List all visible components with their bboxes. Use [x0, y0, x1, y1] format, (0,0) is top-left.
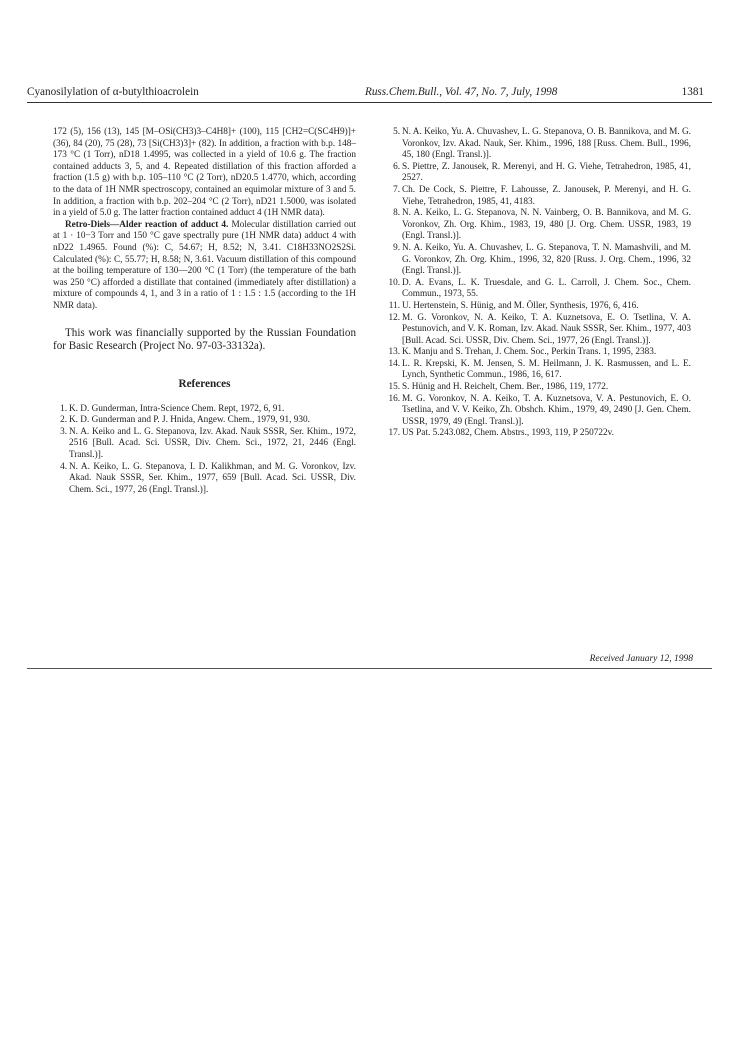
- reference-item: [53, 462, 356, 497]
- experimental-continuation: 172 (5), 156 (13), 145 [M–OSi(CH3)3–C4H8]+ (100), 115 [CH2=C(SC4H9)]+ (36), 84 (20), 75 (28), 73 [Si(CH3)3]+ (82). In addition, a fraction with b.p. 148–173 °C (1 Torr), nD18 1.4995, was collected in a yield of 10.6 g. The fraction contained adducts 3, 5, and 4. Repeated distillation of this fraction afforded a fraction (1.5 g) with b.p. 105–110 °C (2 Torr), nD20.5 1.4770, which, according to the data of 1H NMR spectroscopy, contained an equimolar mixture of 3 and 5. In addition, a fraction with b.p. 202–204 °C (2 Torr), nD21 1.5000, was isolated in a yield of 5.0 g. The latter fraction contained adduct 4 (1H NMR data).: [53, 127, 356, 219]
- reference-text: M. G. Voronkov, N. A. Keiko, T. A. Kuznetsova, V. A. Pestunovich, E. O. Tsetlina, and V. V. Keiko, Zh. Obshch. Khim., 1979, 49, 2490 [J. Gen. Chem. USSR, 1979, 49 (Engl. Transl.)].: [402, 393, 691, 427]
- reference-item: [386, 127, 691, 162]
- reference-text: US Pat. 5.243.082, Chem. Abstrs., 1993, 119, P 250722v.: [402, 428, 614, 439]
- reference-number: 16 .: [386, 394, 400, 406]
- reference-number: 15 .: [386, 382, 400, 394]
- reference-text: K. D. Gunderman, Intra-Science Chem. Rept, 1972, 6, 91.: [69, 403, 285, 414]
- reference-text: U. Hertenstein, S. Hünig, and M. Öller, Synthesis, 1976, 6, 416.: [402, 300, 639, 311]
- reference-item: [386, 394, 691, 429]
- left-column: [53, 127, 356, 496]
- reference-number: 17 .: [386, 428, 400, 440]
- bottom-rule: [27, 668, 712, 669]
- references-list-right: [386, 127, 691, 440]
- received-date: Received January 12, 1998: [589, 654, 693, 664]
- reference-item: [386, 359, 691, 382]
- reference-text: M. G. Voronkov, N. A. Keiko, T. A. Kuznetsova, E. O. Tsetlina, V. A. Pestunovich, and V. K. Roman, Izv. Akad. Nauk SSSR, Ser. Khim., 1977, 403 [Bull. Acad. Sci. USSR, Div. Chem. Sci., 1977, 26 (Engl. Transl.)].: [402, 312, 691, 346]
- reference-item: [386, 313, 691, 348]
- reference-item: [53, 415, 356, 427]
- reference-text: N. A. Keiko and L. G. Stepanova, Izv. Akad. Nauk SSSR, Ser. Khim., 1972, 2516 [Bull. Acad. Sci. USSR, Div. Chem. Sci., 1972, 21, 2446 (Engl. Transl.)].: [69, 426, 356, 461]
- page-number: 1381: [681, 86, 704, 98]
- references-list-left: [53, 404, 356, 497]
- reference-item: [386, 243, 691, 278]
- reference-number: 3 .: [53, 427, 67, 439]
- reference-number: 9 .: [386, 243, 400, 255]
- reference-number: 14 .: [386, 359, 400, 371]
- reference-item: [386, 162, 691, 185]
- reference-number: 12 .: [386, 313, 400, 325]
- reference-number: 6 .: [386, 162, 400, 174]
- reference-number: 1 .: [53, 404, 67, 416]
- reference-number: 8 .: [386, 208, 400, 220]
- retro-body: Molecular distillation carried out at 1 · 10−3 Torr and 150 °C gave spectrally pure (1H NMR data) adduct 4 with nD22 1.4965. Found (%): C, 54.67; H, 8.52; N, 3.41. C18H33NO2S2Si. Calculated (%): C, 55.77; H, 8.58; N, 3.61. Vacuum distillation of this compound at the boiling temperature of 130—200 °C (1 Torr) (the temperature of the bath was 250 °C) afforded a distillate that contained (immediately after distillation) a mixture of compounds 4, 1, and 3 in a ratio of 1 : 1.5 : 1.5 (according to the 1H NMR data).: [53, 219, 357, 311]
- reference-number: 10 .: [386, 278, 400, 290]
- reference-text: L. R. Krepski, K. M. Jensen, S. M. Heilmann, J. K. Rasmussen, and L. E. Lynch, Synthetic Commun., 1986, 16, 617.: [402, 358, 691, 381]
- header-rule: [27, 102, 712, 103]
- acknowledgement: This work was financially supported by the Russian Foundation for Basic Research (Project No. 97-03-33132a).: [53, 326, 356, 353]
- reference-number: 7 .: [386, 185, 400, 197]
- reference-item: [386, 347, 691, 359]
- reference-item: [386, 301, 691, 313]
- reference-number: 5 .: [386, 127, 400, 139]
- reference-item: [386, 428, 691, 440]
- reference-number: 2 .: [53, 415, 67, 427]
- running-head: [27, 82, 712, 102]
- references-heading: References: [178, 378, 231, 391]
- reference-item: [53, 427, 356, 462]
- reference-text: D. A. Evans, L. K. Truesdale, and G. L. Carroll, J. Chem. Soc., Chem. Commun., 1973, 55.: [402, 277, 691, 300]
- reference-number: 4 .: [53, 462, 67, 474]
- reference-item: [53, 404, 356, 416]
- reference-number: 11 .: [386, 301, 400, 313]
- reference-text: N. A. Keiko, Yu. A. Chuvashev, L. G. Stepanova, O. B. Bannikova, and M. G. Voronkov, Izv. Akad. Nauk, Ser. Khim., 1996, 188 [Russ. Chem. Bull., 1996, 45, 180 (Engl. Transl.)].: [402, 127, 691, 161]
- reference-item: [386, 278, 691, 301]
- reference-item: [386, 382, 691, 394]
- reference-text: Ch. De Cock, S. Piettre, F. Lahousse, Z. Janousek, P. Merenyi, and H. G. Viehe, Tetrahedron, 1985, 41, 4183.: [402, 184, 691, 207]
- reference-text: N. A. Keiko, L. G. Stepanova, N. N. Vainberg, O. B. Bannikova, and M. G. Voronkov, Zh. Org. Khim., 1983, 19, 480 [J. Org. Chem. USSR, 1983, 19 (Engl. Transl.)].: [402, 208, 691, 242]
- retro-diels-alder-paragraph: [53, 220, 356, 313]
- reference-text: N. A. Keiko, Yu. A. Chuvashev, L. G. Stepanova, T. N. Mamashvili, and M. G. Voronkov, Zh. Org. Khim., 1996, 32, 820 [Russ. J. Org. Chem., 1996, 32 (Engl. Transl.)].: [402, 242, 691, 277]
- reference-item: [386, 208, 691, 243]
- reference-item: [386, 185, 691, 208]
- right-column: [386, 127, 691, 440]
- reference-text: K. D. Gunderman and P. J. Hnida, Angew. Chem., 1979, 91, 930.: [69, 415, 310, 426]
- running-title: Cyanosilylation of α-butylthioacrolein: [27, 86, 199, 98]
- reference-number: 13 .: [386, 347, 400, 359]
- retro-heading: Retro-Diels—Alder reaction of adduct 4.: [65, 219, 229, 230]
- reference-text: N. A. Keiko, L. G. Stepanova, I. D. Kalikhman, and M. G. Voronkov, Izv. Akad. Nauk SSSR, Ser. Khim., 1977, 659 [Bull. Acad. Sci. USSR, Div. Chem. Sci., 1977, 26 (Engl. Transl.)].: [69, 461, 356, 495]
- journal-citation: Russ.Chem.Bull., Vol. 47, No. 7, July, 1998: [365, 86, 558, 98]
- reference-text: S. Piettre, Z. Janousek, R. Merenyi, and H. G. Viehe, Tetrahedron, 1985, 41, 2527.: [402, 161, 691, 184]
- reference-text: S. Hünig and H. Reichelt, Chem. Ber., 1986, 119, 1772.: [402, 382, 609, 393]
- reference-text: K. Manju and S. Trehan, J. Chem. Soc., Perkin Trans. 1, 1995, 2383.: [402, 347, 657, 358]
